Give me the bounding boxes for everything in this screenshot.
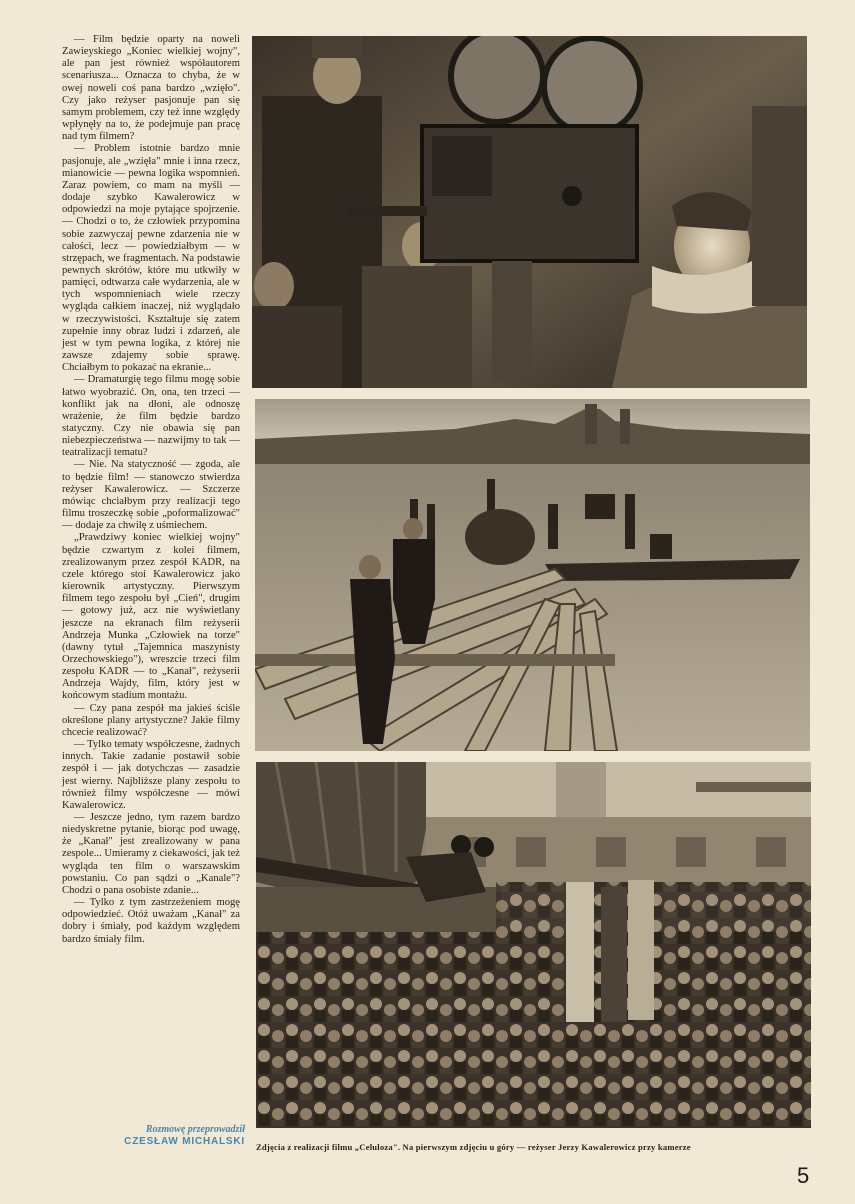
byline-label: Rozmowę przeprowadził bbox=[145, 1124, 245, 1135]
photo-raft-on-river bbox=[255, 399, 810, 751]
paragraph: — Film będzie oparty na noweli Zawieyskiego „Koniec wielkiej wojny", ale pan jest również współautorem scenariusza... Oznacza to chyba, że w owej noweli coś pana bardzo „wzięło". Czy jako reżyser pasjonuje pan się samym problemem, czy też inne względy wpłynęły na to, że podejmuje pan pracę nad tym filmem? bbox=[62, 34, 240, 143]
page-number: 5 bbox=[797, 1163, 810, 1188]
paragraph: — Tylko z tym zastrzeżeniem mogę odpowiedzieć. Otóż uważam „Kanał" za dobry i śmiały, pod każdym względem bardzo śmiały film. bbox=[62, 897, 240, 945]
paragraph: — Dramaturgię tego filmu mogę sobie łatwo wyobrazić. On, ona, ten trzeci — konflikt jak na dłoni, ale odnoszę wrażenie, że film będzie bardzo statyczny. Czy nie obawia się pan niebezpieczeństwa — nazwijmy to tak — teatralizacji tematu? bbox=[62, 374, 240, 459]
byline bbox=[70, 1124, 245, 1148]
paragraph: — Jeszcze jedno, tym razem bardzo niedyskretne pytanie, biorąc pod uwagę, że „Kanał" jest zrealizowany w pana zespole... Umieramy z ciekawości, jak też wygląda ten film o warszawskim powstaniu. Co pan sądzi o „Kanale"? Chodzi o pana osobiste zdanie... bbox=[62, 812, 240, 896]
photo-caption: Zdjęcia z realizacji filmu „Celuloza". Na pierwszym zdjęciu u góry — reżyser Jerzy Kawalerowicz przy kamerze bbox=[256, 1142, 691, 1152]
photo-crowd-at-filming bbox=[256, 762, 811, 1128]
paragraph: — Nie. Na statyczność — zgoda, ale to będzie film! — stanowczo stwierdza reżyser Kawalerowicz. — Szczerze mówiąc chciałbym przy realizacji tego filmu troszeczkę sobie „poformalizować" — dodaje za chwilę z uśmiechem. bbox=[62, 459, 240, 532]
byline-name: CZESŁAW MICHALSKI bbox=[124, 1136, 245, 1147]
photo-illustration bbox=[255, 399, 810, 751]
interview-text-column bbox=[62, 34, 240, 946]
photo-illustration bbox=[256, 762, 811, 1128]
paragraph: — Tylko tematy współczesne, żadnych innych. Takie zadanie postawił sobie zespół i — jak dotychczas — zasadzie jest wierny. Najbliższe plany zespołu to również filmy współczesne — mówi Kawalerowicz. bbox=[62, 739, 240, 811]
paragraph: — Czy pana zespół ma jakieś ściśle określone plany artystyczne? Jakie filmy chcecie realizować? bbox=[62, 702, 240, 738]
photo-director-at-camera bbox=[252, 36, 807, 388]
photo-illustration bbox=[252, 36, 807, 388]
paragraph: „Prawdziwy koniec wielkiej wojny" będzie czwartym z kolei filmem, zrealizowanym przez zespół KADR, na czele którego stoi Kawalerowicz jako kierownik artystyczny. Pierwszym filmem tego zespołu był „Cień", drugim — gotowy już, acz nie wyświetlany jeszcze na ekranach film reżyserii Andrzeja Munka „Człowiek na torze" (dawny tytuł „Tajemnica maszynisty Orzechowskiego"), wreszcie trzeci film zespołu KADR — to „Kanał", reżyserii Andrzeja Wajdy, film, który jest w końcowym stadium montażu. bbox=[62, 532, 240, 702]
paragraph: — Problem istotnie bardzo mnie pasjonuje, ale „wzięła" mnie i inna rzecz, mianowicie — pewna logika wspomnień. Zaraz powiem, co mam na myśli — dodaje szybko Kawalerowicz w odpowiedzi na moje pytające spojrzenie. — Chodzi o to, że człowiek przypomina sobie zazwyczaj pewne zdarzenia nie w całości, lecz — powiedziałbym — w strzępach, we fragmentach. Na podstawie pewnych skrótów, które mu utkwiły w pamięci, odtwarza całe wydarzenia, ale w tych wspomnieniach wiele rzeczy wygląda całkiem inaczej, niż wyglądało w rzeczywistości. Kształtuje się zatem zupełnie inny obraz ludzi i zdarzeń, ale jest w tym pewna logika, z której nie zawsze zdajemy sobie sprawę. Chciałbym to pokazać na ekranie... bbox=[62, 143, 240, 374]
